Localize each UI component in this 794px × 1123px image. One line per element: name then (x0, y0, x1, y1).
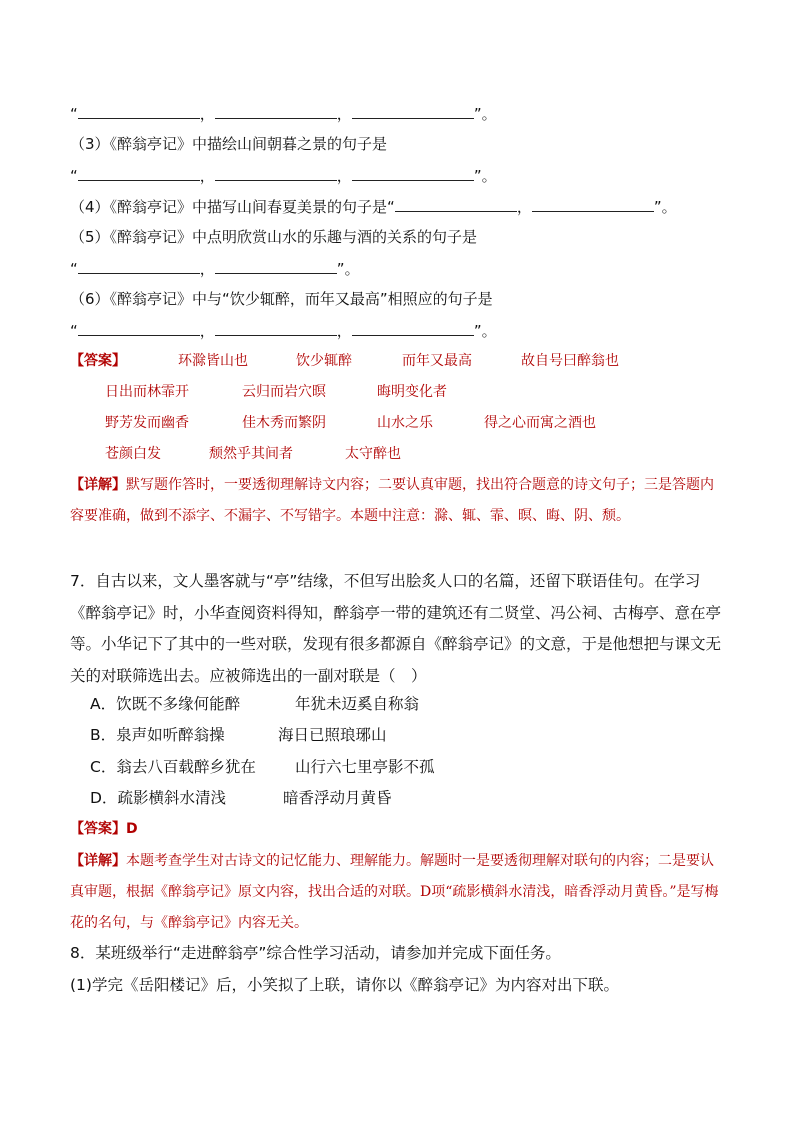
answer-blank[interactable] (215, 258, 337, 274)
q6-item-6: （6）《醉翁亭记》中与“饮少辄醉，而年又最高”相照应的句子是 (70, 290, 493, 308)
q6-item-4: （4）《醉翁亭记》中描写山间春夏美景的句子是“ ， ”。 (70, 198, 677, 216)
answer-blank[interactable] (78, 258, 200, 274)
answer-item: 苍颜白发 (105, 446, 161, 462)
answer-blank[interactable] (352, 320, 474, 336)
question-8-stem: 8．某班级举行“走进醉翁亭”综合性学习活动，请参加并完成下面任务。 (70, 944, 561, 962)
answer-blank[interactable] (215, 320, 337, 336)
option-c[interactable]: C．翁去八百载醉乡犹在 (90, 758, 256, 776)
answer-blank[interactable] (78, 320, 200, 336)
answer-item: 环滁皆山也 (178, 353, 248, 369)
answer-blank[interactable] (78, 165, 200, 181)
answer-item: 野芳发而幽香 (105, 415, 189, 431)
option-a-right: 年犹未迈奚自称翁 (295, 695, 420, 713)
answer-item: 饮少辄醉 (296, 353, 352, 369)
answer-item: 晦明变化者 (377, 384, 447, 400)
q6-fill-line-6: “ ， ， ”。 (70, 322, 497, 340)
answer-blank[interactable] (215, 165, 337, 181)
answer-item: 佳木秀而繁阴 (242, 415, 326, 431)
answer-blank[interactable] (352, 103, 474, 119)
option-b[interactable]: B．泉声如听醉翁操 (90, 726, 225, 744)
option-d[interactable]: D．疏影横斜水清浅 (90, 789, 226, 807)
explanation-text: 默写题作答时，一要透彻理解诗文内容；二要认真审题，找出符合题意的诗文句子；三是答题内容要准确，做到不添字、不漏字、不写错字。本题中注意：滁、辄、霏、暝、晦、阴、颓。 (70, 477, 714, 524)
option-d-right: 暗香浮动月黄昏 (283, 789, 392, 807)
question-7-stem: 7．自古以来，文人墨客就与“亭”结缘，不但写出脍炙人口的名篇，还留下联语佳句。在学习《醉翁亭记》时，小华查阅资料得知，醉翁亭一带的建筑还有二贤堂、冯公祠、古梅亭、意在亭等。小华记下了其中的一些对联，发现有很多都源自《醉翁亭记》的文意，于是他想把与课文无关的对联筛选出去。应被筛选出的一副对联是（ ） (70, 572, 722, 685)
answer-item: 得之心而寓之酒也 (484, 415, 596, 431)
answer-item: 故自号曰醉翁也 (521, 353, 619, 369)
q6-item-5: （5）《醉翁亭记》中点明欣赏山水的乐趣与酒的关系的句子是 (70, 228, 478, 246)
answer-item: 而年又最高 (402, 353, 472, 369)
q6-fill-line-5: “ ， ”。 (70, 260, 360, 278)
q6-fill-line-3: “ ， ， ”。 (70, 167, 497, 185)
answer-blank[interactable] (215, 103, 337, 119)
answer-blank[interactable] (395, 196, 517, 212)
answer-item: 太守醉也 (345, 446, 401, 462)
answer-blank[interactable] (352, 165, 474, 181)
q6-item-3: （3）《醉翁亭记》中描绘山间朝暮之景的句子是 (70, 135, 388, 153)
question-8-sub-1: (1)学完《岳阳楼记》后，小笑拟了上联，请你以《醉翁亭记》为内容对出下联。 (70, 976, 619, 994)
explanation-label: 【详解】 (70, 853, 126, 869)
explanation-label: 【详解】 (70, 477, 126, 493)
answer-blank[interactable] (532, 196, 654, 212)
explanation-q6 (70, 470, 726, 532)
answer-item: 日出而林霏开 (105, 384, 189, 400)
answer-item: 云归而岩穴暝 (242, 384, 326, 400)
answer-item: 山水之乐 (377, 415, 433, 431)
answer-label: 【答案】 (70, 821, 126, 837)
answer-blank[interactable] (78, 103, 200, 119)
answer-label: 【答案】 (70, 353, 126, 369)
explanation-q7 (70, 846, 726, 939)
answer-q7 (70, 819, 138, 839)
option-b-right: 海日已照琅琊山 (278, 726, 387, 744)
answer-item: 颓然乎其间者 (209, 446, 293, 462)
answer-value: D (126, 821, 138, 837)
option-c-right: 山行六七里亭影不孤 (295, 758, 435, 776)
option-a[interactable]: A．饮既不多缘何能醉 (90, 695, 241, 713)
explanation-text: 本题考查学生对古诗文的记忆能力、理解能力。解题时一是要透彻理解对联句的内容；二是要认真审题，根据《醉翁亭记》原文内容，找出合适的对联。D项“疏影横斜水清浅，暗香浮动月黄昏。”是写梅花的名句，与《醉翁亭记》内容无关。 (70, 853, 719, 931)
q6-fill-line-1: “ ， ， ”。 (70, 105, 497, 123)
